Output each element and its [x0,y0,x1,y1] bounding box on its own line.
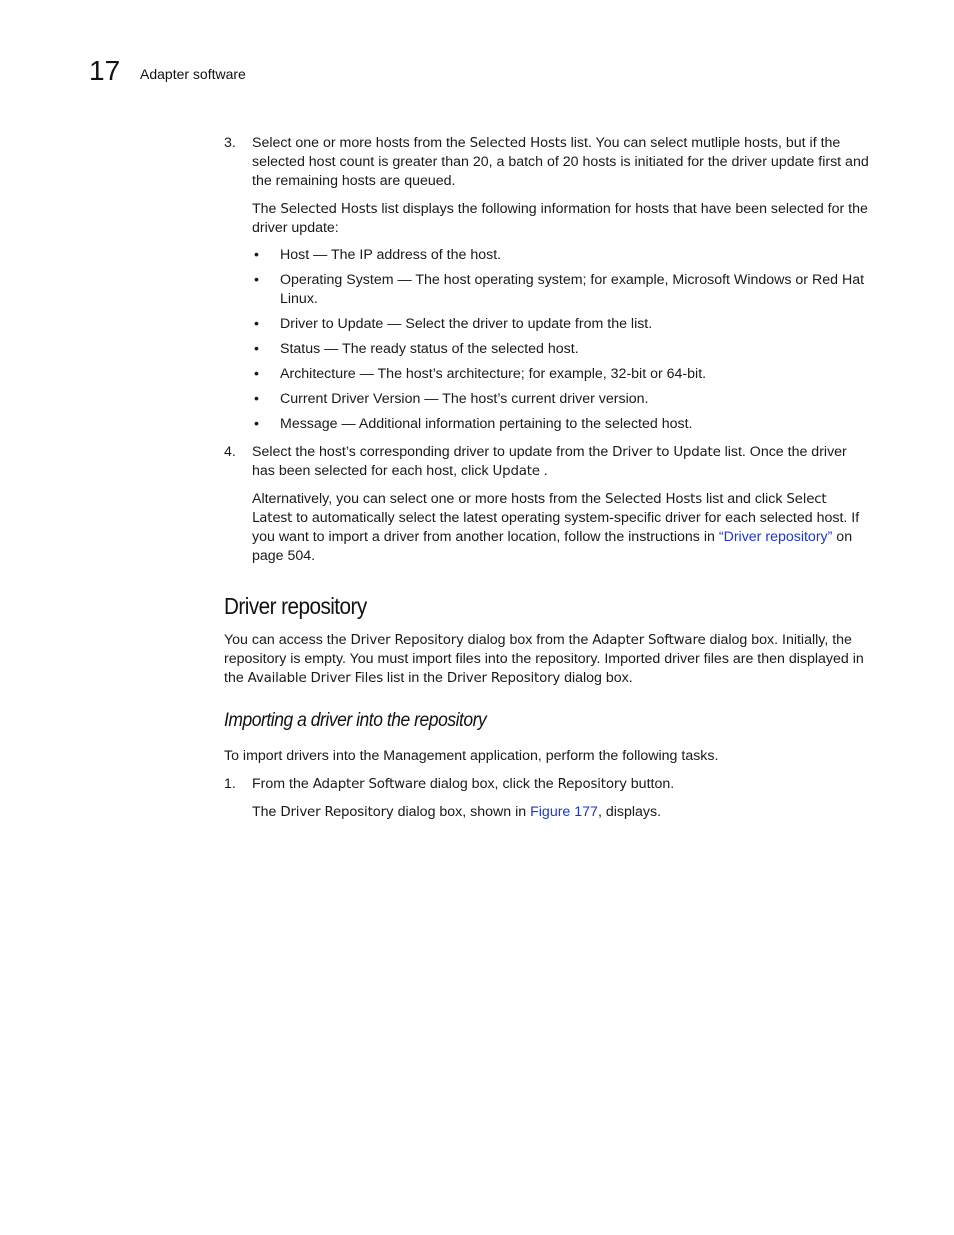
ui-term: Selected Hosts [280,202,378,217]
tasks-paragraph: To import drivers into the Management application, perform the following tasks. [224,748,719,764]
bullet-icon: • [254,272,259,288]
bullet-icon: • [254,341,259,357]
list-item: • Architecture — The host’s architecture; for example, 32-bit or 64-bit. [254,366,707,382]
list-item: • Host — The IP address of the host. [254,247,502,263]
list-item: • Current Driver Version — The host’s current driver version. [254,391,649,407]
bullet-icon: • [254,366,259,382]
list-item: • Driver to Update — Select the driver to update from the list. [254,316,653,332]
ui-term: Update [492,464,540,479]
ui-term: Repository [557,777,627,792]
step-text: Select the host’s corresponding driver to update from the Driver to Update list. Once the driver has been selected for each host, click Update . [252,444,847,479]
ui-term: Driver to Update [612,445,721,460]
chapter-number: 17 [89,55,121,86]
bullet-icon: • [254,316,259,332]
ui-term: Available Driver Files [247,671,383,686]
step-text: From the Adapter Software dialog box, click the Repository button. [252,776,675,792]
displays-paragraph: The Driver Repository dialog box, shown in Figure 177, displays. [252,804,662,820]
list-item: • Message — Additional information pertaining to the selected host. [254,416,693,432]
bullet-icon: • [254,391,259,407]
step-text: Select one or more hosts from the Selected Hosts list. You can select mutliple hosts, but if the selected host count is greater than 20, a batch of 20 hosts is initiated for the driver update first and the remaining hosts are queued. [252,135,869,189]
ui-term: Select Latest [252,492,827,526]
step-1 [224,775,870,794]
section-heading: Driver repository [224,593,367,619]
ui-term: Driver Repository [350,633,464,648]
list-item: • Operating System — The host operating system; for example, Microsoft Windows or Red Hat Linux. [254,272,865,307]
ui-term: Driver Repository [446,671,561,686]
access-paragraph: You can access the Driver Repository dialog box from the Adapter Software dialog box. Initially, the repository is empty. You must import files into the repository. Imported driver files are then displayed in the Available Driver Files list in the Driver Repository dialog box. [224,632,864,686]
ui-term: Adapter Software [592,633,706,648]
ui-term: Adapter Software [312,777,426,792]
alternatively-paragraph: Alternatively, you can select one or more hosts from the Selected Hosts list and click Select Latest to automatically select the latest operating system-specific driver for each selected host. If you want to import a driver from another location, follow the instructions in “Driver repository” on page 504. [252,491,860,564]
step-number: 4. [224,444,236,460]
figure-177-link[interactable]: Figure 177 [530,804,598,820]
bullet-icon: • [254,416,259,432]
ui-term: Driver Repository [280,805,394,820]
step-number: 3. [224,135,236,151]
selected-hosts-paragraph: The Selected Hosts list displays the following information for hosts that have been selected for the driver update: [252,201,868,236]
step-number: 1. [224,776,236,792]
bullet-icon: • [254,247,259,263]
ui-term: Selected Hosts [469,136,567,151]
ui-term: Selected Hosts [605,492,702,507]
subsection-heading: Importing a driver into the repository [224,710,487,731]
chapter-title: Adapter software [140,66,246,82]
step-3 [224,134,870,191]
step-4 [224,443,870,481]
list-item: • Status — The ready status of the selected host. [254,341,579,357]
driver-repository-link[interactable]: “Driver repository” [718,529,833,545]
